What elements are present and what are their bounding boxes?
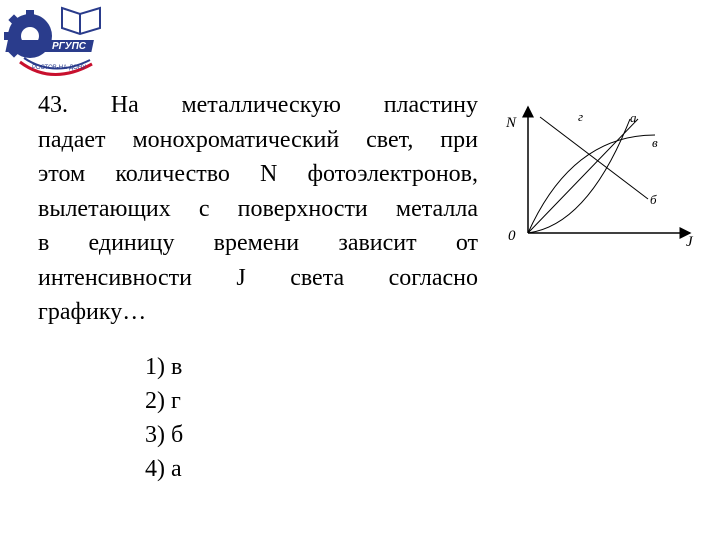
curve-label-g: г — [578, 109, 584, 124]
question-line: 43. На металлическую пластину — [38, 92, 478, 118]
answer-option-1[interactable]: 1) в — [145, 354, 183, 380]
logo-subtext: РОСТОВ-НА-ДОНУ — [32, 65, 86, 71]
answer-list — [145, 350, 183, 486]
question-line: вылетающих с поверхности металла — [38, 195, 478, 222]
question-text — [38, 88, 478, 330]
intensity-graph — [500, 95, 705, 255]
question-line: интенсивности J света согласно — [38, 264, 478, 291]
university-logo — [2, 2, 108, 86]
curve-g — [528, 119, 638, 233]
question-line: падает монохроматический свет, при — [38, 126, 478, 153]
curve-a — [528, 119, 630, 233]
curve-label-b: б — [650, 192, 657, 207]
answer-option-2[interactable]: 2) г — [145, 388, 181, 414]
question-line: графику… — [38, 299, 147, 325]
book-icon — [62, 8, 100, 34]
question-line: в единицу времени зависит от — [38, 230, 478, 256]
answer-option-4[interactable]: 4) а — [145, 456, 182, 482]
curve-v — [528, 135, 655, 233]
question-line: этом количество N фотоэлектронов, — [38, 161, 478, 187]
curve-label-v: в — [652, 135, 658, 150]
answer-option-3[interactable]: 3) б — [145, 422, 184, 448]
origin-label: 0 — [508, 228, 516, 244]
x-axis-label: J — [686, 234, 693, 250]
logo-text: РГУПС — [52, 41, 86, 52]
y-axis-label: N — [506, 115, 517, 131]
curve-label-a: а — [630, 110, 637, 125]
